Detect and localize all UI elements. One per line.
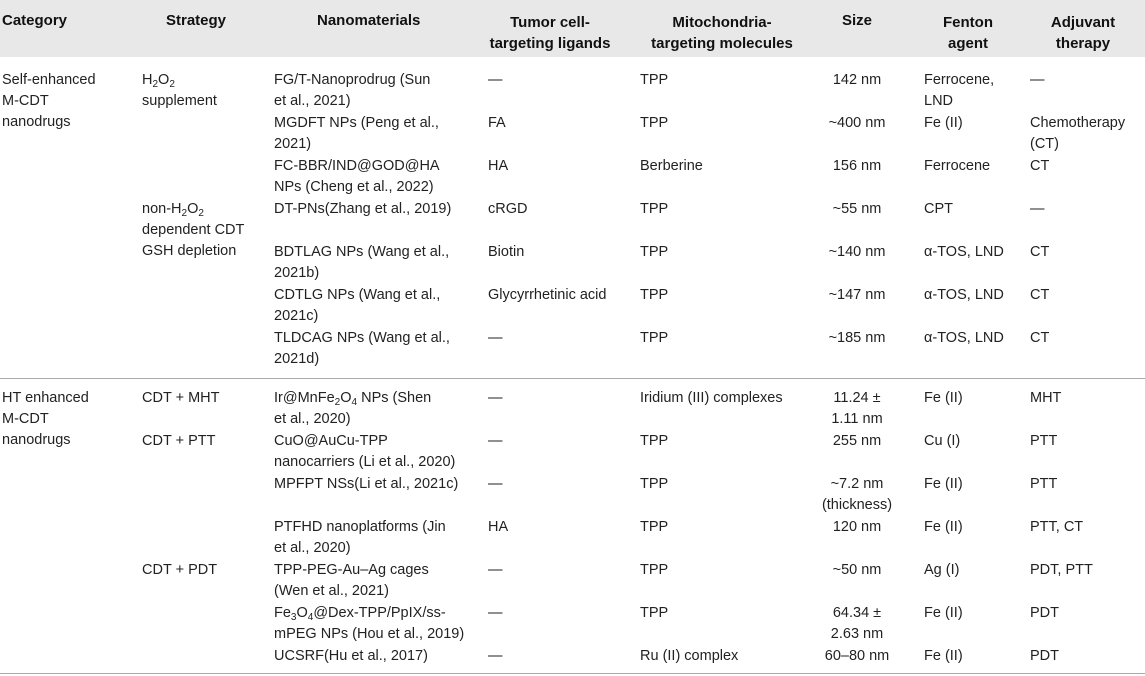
table-bottom-rule xyxy=(0,673,1145,674)
cell-adjuvant: — xyxy=(1030,201,1045,217)
strategy-line: GSH depletion xyxy=(142,243,237,259)
cell-nano: $Ir@MnFe_2O_4$ NPs (Shen et al., 2020) xyxy=(274,390,432,427)
cell-fenton: Fe (II) xyxy=(924,648,963,664)
cell-mito: TPP xyxy=(640,244,669,260)
cell-nano: FG/T-Nanoprodrug (Sun et al., 2021) xyxy=(274,72,431,109)
cell-nano: BDTLAG NPs (Wang et al., 2021b) xyxy=(274,244,450,281)
cell-mito: Iridium (III) complexes xyxy=(640,390,783,406)
cell-fenton: Fe (II) xyxy=(924,476,963,492)
cell-adjuvant: CT xyxy=(1030,244,1050,260)
cell-size: ~140 nm xyxy=(828,244,886,260)
cell-fenton: Cu (I) xyxy=(924,433,961,449)
category-line: M-CDT xyxy=(2,411,49,427)
cell-adjuvant: CT xyxy=(1030,330,1050,346)
cell-ligand: — xyxy=(488,330,503,346)
cell-ligand: — xyxy=(488,433,503,449)
strategy-line: non-$H_2O_2$ xyxy=(142,201,204,219)
cell-nano: $Fe_3O_4@Dex-TPP/PpIX/ss-$ mPEG NPs (Hou et al., 2019) xyxy=(274,605,465,642)
cell-ligand: — xyxy=(488,476,503,492)
cell-adjuvant: — xyxy=(1030,72,1045,88)
cell-ligand: — xyxy=(488,72,503,88)
group-divider xyxy=(0,378,1145,379)
strategy-line: supplement xyxy=(142,93,217,109)
cell-size: 156 nm xyxy=(832,158,882,174)
cell-size: ~400 nm xyxy=(828,115,886,131)
header-mito-l1: Mitochondria- xyxy=(672,14,772,31)
category-ht-enhanced xyxy=(2,388,89,451)
cell-fenton: Fe (II) xyxy=(924,605,963,621)
header-ligands xyxy=(470,12,630,54)
strategy-non-h2o2 xyxy=(142,199,244,262)
strategy-ptt: CDT + PTT xyxy=(142,433,216,449)
header-strategy: Strategy xyxy=(166,12,227,29)
header-adjuvant xyxy=(1024,12,1142,54)
cell-nano: MGDFT NPs (Peng et al., 2021) xyxy=(274,115,439,152)
cell-fenton: α-TOS, LND xyxy=(924,244,1004,260)
header-size: Size xyxy=(841,12,872,29)
cell-ligand: HA xyxy=(488,519,509,535)
cell-mito: TPP xyxy=(640,72,669,88)
header-fenton-l1: Fenton xyxy=(943,14,993,31)
cell-mito: TPP xyxy=(640,562,669,578)
cell-adjuvant: Chemotherapy (CT) xyxy=(1030,115,1126,152)
cell-nano: CDTLG NPs (Wang et al., 2021c) xyxy=(274,287,441,324)
header-adjuvant-l2: therapy xyxy=(1055,35,1111,52)
category-line: M-CDT xyxy=(2,93,49,109)
cell-ligand: cRGD xyxy=(488,201,528,217)
cell-nano: UCSRF(Hu et al., 2017) xyxy=(274,648,428,664)
cell-nano: TLDCAG NPs (Wang et al., 2021d) xyxy=(274,330,450,367)
cell-adjuvant: PTT, CT xyxy=(1030,519,1084,535)
header-mito-l2: targeting molecules xyxy=(651,35,793,52)
header-category: Category xyxy=(2,12,68,29)
cell-size: ~147 nm xyxy=(828,287,886,303)
cell-mito: TPP xyxy=(640,115,669,131)
cell-adjuvant: PDT xyxy=(1030,605,1059,621)
cell-mito: Ru (II) complex xyxy=(640,648,739,664)
cell-fenton: Ag (I) xyxy=(924,562,960,578)
cell-ligand: — xyxy=(488,605,503,621)
strategy-line: $H_2O_2$ xyxy=(142,72,175,90)
cell-mito: TPP xyxy=(640,476,669,492)
cell-mito: Berberine xyxy=(640,158,703,174)
category-line: nanodrugs xyxy=(2,114,71,130)
header-adjuvant-l1: Adjuvant xyxy=(1050,14,1116,31)
cell-fenton: Fe (II) xyxy=(924,115,963,131)
cell-fenton: Fe (II) xyxy=(924,519,963,535)
cell-mito: TPP xyxy=(640,287,669,303)
cell-nano: DT-PNs(Zhang et al., 2019) xyxy=(274,201,452,217)
cell-mito: TPP xyxy=(640,201,669,217)
cell-size: ~50 nm xyxy=(832,562,882,578)
cell-size: 120 nm xyxy=(832,519,882,535)
cell-fenton: α-TOS, LND xyxy=(924,287,1004,303)
cell-adjuvant: CT xyxy=(1030,158,1050,174)
cell-fenton: Ferrocene, LND xyxy=(924,72,995,109)
cell-mito: TPP xyxy=(640,330,669,346)
cell-adjuvant: PDT xyxy=(1030,648,1059,664)
cell-ligand: — xyxy=(488,562,503,578)
cell-size: 11.24 ± 1.11 nm xyxy=(831,390,883,427)
cell-mito: TPP xyxy=(640,433,669,449)
cell-adjuvant: PTT xyxy=(1030,476,1058,492)
category-line: Self-enhanced xyxy=(2,72,96,88)
cell-ligand: Glycyrrhetinic acid xyxy=(488,287,607,303)
cell-size: ~55 nm xyxy=(832,201,882,217)
strategy-h2o2-supplement xyxy=(142,70,217,112)
cell-size: 255 nm xyxy=(832,433,882,449)
cell-fenton: Fe (II) xyxy=(924,390,963,406)
cell-nano: PTFHD nanoplatforms (Jin et al., 2020) xyxy=(274,519,446,556)
category-line: HT enhanced xyxy=(2,390,89,406)
cell-size: ~185 nm xyxy=(828,330,886,346)
cell-nano: TPP-PEG-Au–Ag cages (Wen et al., 2021) xyxy=(274,562,429,599)
cell-adjuvant: MHT xyxy=(1030,390,1062,406)
cell-fenton: Ferrocene xyxy=(924,158,991,174)
header-mito xyxy=(636,12,808,54)
cell-ligand: — xyxy=(488,390,503,406)
cell-nano: CuO@AuCu-TPP nanocarriers (Li et al., 2020) xyxy=(274,433,456,470)
cell-ligand: Biotin xyxy=(488,244,525,260)
header-fenton-l2: agent xyxy=(947,35,988,52)
cell-size: 142 nm xyxy=(832,72,882,88)
cell-ligand: FA xyxy=(488,115,506,131)
cell-fenton: CPT xyxy=(924,201,953,217)
cell-ligand: — xyxy=(488,648,503,664)
strategy-mht: CDT + MHT xyxy=(142,390,220,406)
cell-nano: FC-BBR/IND@GOD@HA NPs (Cheng et al., 2022) xyxy=(274,158,440,195)
header-nanomaterials: Nanomaterials xyxy=(317,12,421,29)
header-ligands-l1: Tumor cell- xyxy=(510,14,590,31)
cell-adjuvant: PTT xyxy=(1030,433,1058,449)
strategy-line: dependent CDT xyxy=(142,222,245,238)
cell-size: 60–80 nm xyxy=(824,648,890,664)
strategy-pdt: CDT + PDT xyxy=(142,562,218,578)
header-fenton xyxy=(920,12,1016,54)
cell-adjuvant: PDT, PTT xyxy=(1030,562,1093,578)
cell-ligand: HA xyxy=(488,158,509,174)
cell-nano: MPFPT NSs(Li et al., 2021c) xyxy=(274,476,459,492)
cell-size: 64.34 ± 2.63 nm xyxy=(830,605,884,642)
cell-adjuvant: CT xyxy=(1030,287,1050,303)
header-ligands-l2: targeting ligands xyxy=(489,35,611,52)
cell-fenton: α-TOS, LND xyxy=(924,330,1004,346)
cell-size: ~7.2 nm (thickness) xyxy=(821,476,893,513)
category-self-enhanced xyxy=(2,70,96,133)
category-line: nanodrugs xyxy=(2,432,71,448)
cell-mito: TPP xyxy=(640,605,669,621)
cell-mito: TPP xyxy=(640,519,669,535)
